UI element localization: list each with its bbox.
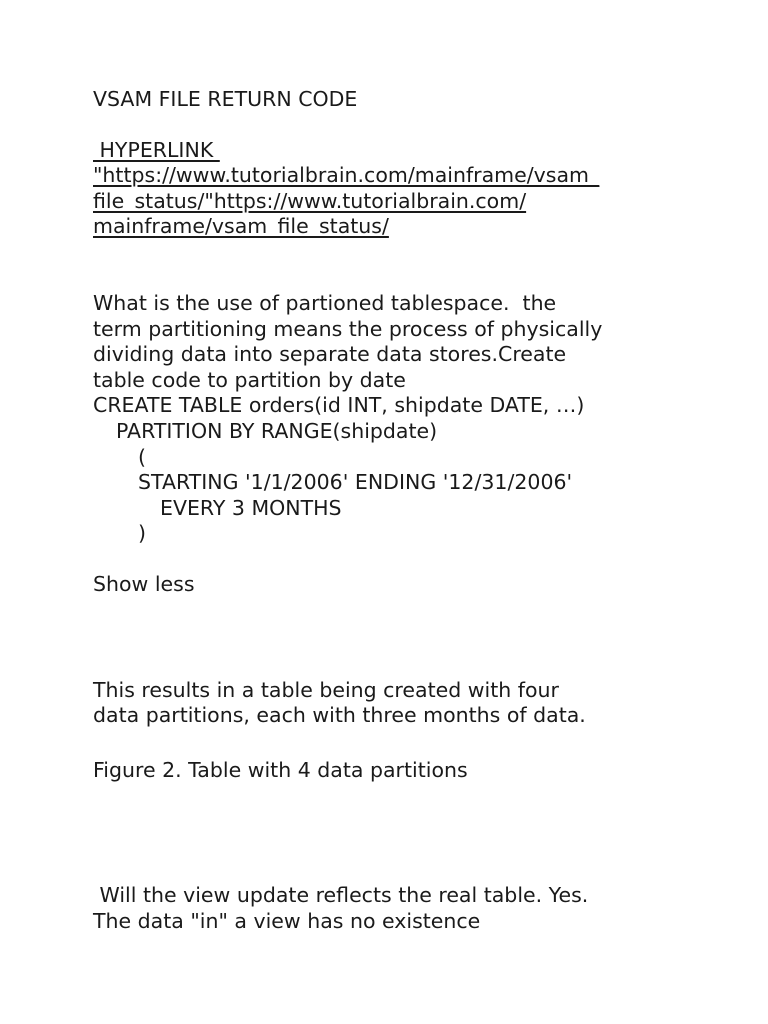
code-line: EVERY 3 MONTHS (160, 495, 342, 520)
spacer (93, 729, 683, 758)
document-page (93, 87, 683, 934)
paragraph-line: data partitions, each with three months of data. (93, 703, 586, 728)
view-update-paragraph (93, 883, 683, 934)
document-title: VSAM FILE RETURN CODE (93, 87, 358, 111)
hyperlink-line: "https://www.tutorialbrain.com/mainframe/vsam_ (93, 163, 600, 188)
hyperlink-line: HYPERLINK (93, 137, 220, 162)
paragraph-line: term partitioning means the process of physically (93, 316, 603, 341)
code-line: CREATE TABLE orders(id INT, shipdate DATE, …) (93, 393, 585, 418)
spacer (93, 783, 683, 883)
partition-question-paragraph (93, 291, 683, 393)
paragraph-line: table code to partition by date (93, 367, 406, 392)
hyperlink-line: mainframe/vsam_file_status/ (93, 214, 389, 239)
paragraph-line: Will the view update reflects the real table. Yes. (93, 883, 589, 908)
create-table-code (93, 393, 683, 547)
tutorialbrain-hyperlink[interactable] (93, 138, 683, 240)
code-line: ( (138, 444, 146, 469)
show-less-text: Show less (93, 571, 195, 596)
hyperlink-line: file_status/"https://www.tutorialbrain.com/ (93, 188, 527, 213)
paragraph-line: This results in a table being created with four (93, 677, 559, 702)
paragraph-line: dividing data into separate data stores.Create (93, 342, 567, 367)
spacer (93, 240, 683, 291)
figure-caption: Figure 2. Table with 4 data partitions (93, 757, 468, 782)
code-line: PARTITION BY RANGE(shipdate) (116, 418, 438, 443)
code-line: ) (138, 521, 146, 546)
spacer (93, 598, 683, 678)
code-line: STARTING '1/1/2006' ENDING '12/31/2006' (138, 470, 573, 495)
spacer (93, 547, 683, 572)
paragraph-line: The data "in" a view has no existence (93, 908, 481, 933)
paragraph-line: What is the use of partioned tablespace. the (93, 290, 557, 315)
partitions-result-paragraph (93, 678, 683, 729)
